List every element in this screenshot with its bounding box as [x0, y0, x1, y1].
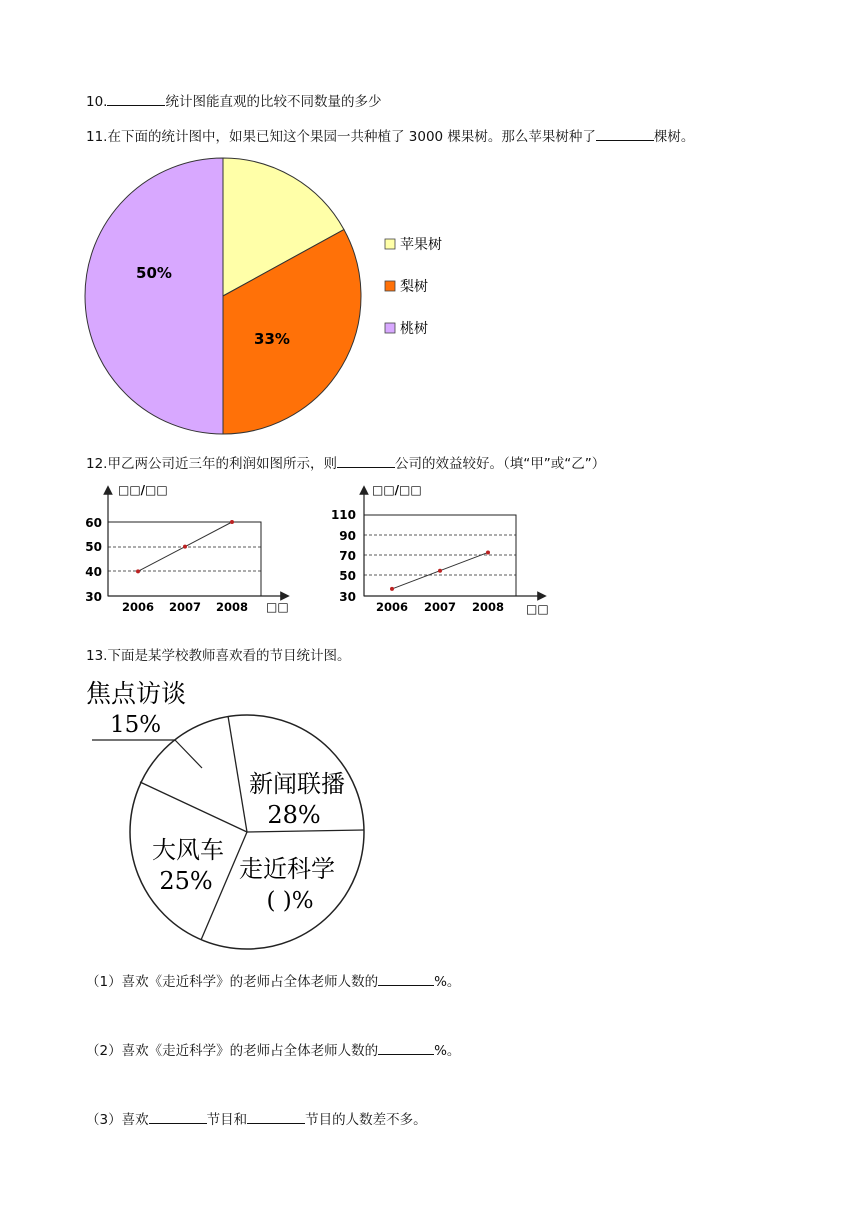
part-3-text-mid: 节目和 [206, 1112, 248, 1128]
question-13-part-3 [86, 1108, 427, 1128]
x-tick-2006: 2006 [121, 600, 155, 614]
y-axis-label: □□/□□ [372, 483, 422, 497]
y-tick-50: 50 [339, 569, 356, 583]
profit-line-chart-b [330, 480, 555, 620]
y-tick-110: 110 [330, 508, 356, 522]
y-tick-50: 50 [85, 540, 102, 554]
slice-divider [247, 830, 364, 832]
question-10-number: 10. [86, 94, 108, 110]
answer-blank[interactable] [107, 93, 165, 106]
slice-label-pear: 33% [254, 330, 290, 348]
legend-label-peach: 桃树 [400, 321, 428, 337]
plot-frame [364, 515, 516, 596]
question-13-part-1 [86, 970, 460, 990]
data-point [486, 550, 490, 554]
x-axis-label: □□ [266, 600, 289, 614]
answer-blank[interactable] [378, 973, 434, 986]
answer-blank[interactable] [337, 455, 395, 468]
part-2-text: （2）喜欢《走近科学》的老师占全体老师人数的 [86, 1043, 379, 1059]
slice-divider [228, 716, 247, 832]
slice-name-windmill: 大风车 [152, 836, 224, 864]
y-tick-30: 30 [339, 590, 356, 604]
legend-label-pear: 梨树 [400, 279, 428, 295]
plot-frame [108, 522, 261, 596]
data-point [230, 520, 234, 524]
slice-peach [85, 158, 223, 434]
legend-label-apple: 苹果树 [400, 237, 442, 253]
orchard-pie-chart [80, 152, 460, 442]
profit-line-chart-a [80, 480, 300, 620]
data-point [390, 587, 394, 591]
legend-swatch-apple [385, 239, 395, 249]
slice-label-science: ( )% [266, 888, 314, 914]
answer-blank[interactable] [247, 1111, 305, 1124]
answer-blank[interactable] [378, 1042, 434, 1055]
x-axis-label: □□ [526, 602, 549, 616]
x-tick-2006: 2006 [375, 600, 409, 614]
slice-name-news: 新闻联播 [249, 770, 345, 798]
data-point [183, 545, 187, 549]
part-3-text-end: 节目的人数差不多。 [305, 1112, 427, 1128]
y-tick-40: 40 [85, 565, 102, 579]
slice-label-news: 28% [267, 801, 321, 829]
leader-line [175, 740, 202, 768]
question-10 [86, 90, 381, 110]
slice-label-focus-interview: 15% [110, 712, 162, 738]
y-tick-30: 30 [85, 590, 102, 604]
slice-name-science: 走近科学 [239, 855, 335, 883]
question-12 [86, 452, 605, 472]
x-tick-2007: 2007 [423, 600, 457, 614]
question-13 [86, 644, 350, 664]
legend-swatch-peach [385, 323, 395, 333]
question-11-text-end: 棵树。 [653, 129, 695, 145]
part-3-text: （3）喜欢 [86, 1112, 149, 1128]
part-2-text-end: %。 [434, 1043, 461, 1059]
answer-blank[interactable] [149, 1111, 207, 1124]
x-tick-2008: 2008 [215, 600, 249, 614]
x-tick-2007: 2007 [168, 600, 202, 614]
legend-swatch-pear [385, 281, 395, 291]
slice-label-peach: 50% [136, 264, 172, 282]
question-12-text-end: 公司的效益较好。（填“甲”或“乙”） [394, 456, 606, 472]
y-tick-60: 60 [85, 516, 102, 530]
data-point [438, 569, 442, 573]
y-tick-90: 90 [339, 529, 356, 543]
question-11 [86, 125, 694, 145]
data-point [136, 569, 140, 573]
tv-program-pie-chart [80, 672, 380, 952]
slice-name-focus-interview: 焦点访谈 [86, 679, 187, 708]
question-11-text: 11.在下面的统计图中，如果已知这个果园一共种植了 3000 棵果树。那么苹果树种了 [86, 129, 596, 145]
x-tick-2008: 2008 [471, 600, 505, 614]
part-1-text-end: %。 [434, 974, 461, 990]
part-1-text: （1）喜欢《走近科学》的老师占全体老师人数的 [86, 974, 379, 990]
question-10-text: 统计图能直观的比较不同数量的多少 [165, 94, 382, 110]
y-axis-label: □□/□□ [118, 483, 168, 497]
y-tick-70: 70 [339, 549, 356, 563]
answer-blank[interactable] [596, 128, 654, 141]
slice-label-windmill: 25% [159, 867, 213, 895]
legend [385, 236, 442, 337]
question-12-text: 12.甲乙两公司近三年的利润如图所示，则 [86, 456, 337, 472]
question-13-text: 13.下面是某学校教师喜欢看的节目统计图。 [86, 648, 351, 664]
slice-divider [140, 782, 247, 832]
question-13-part-2 [86, 1039, 460, 1059]
